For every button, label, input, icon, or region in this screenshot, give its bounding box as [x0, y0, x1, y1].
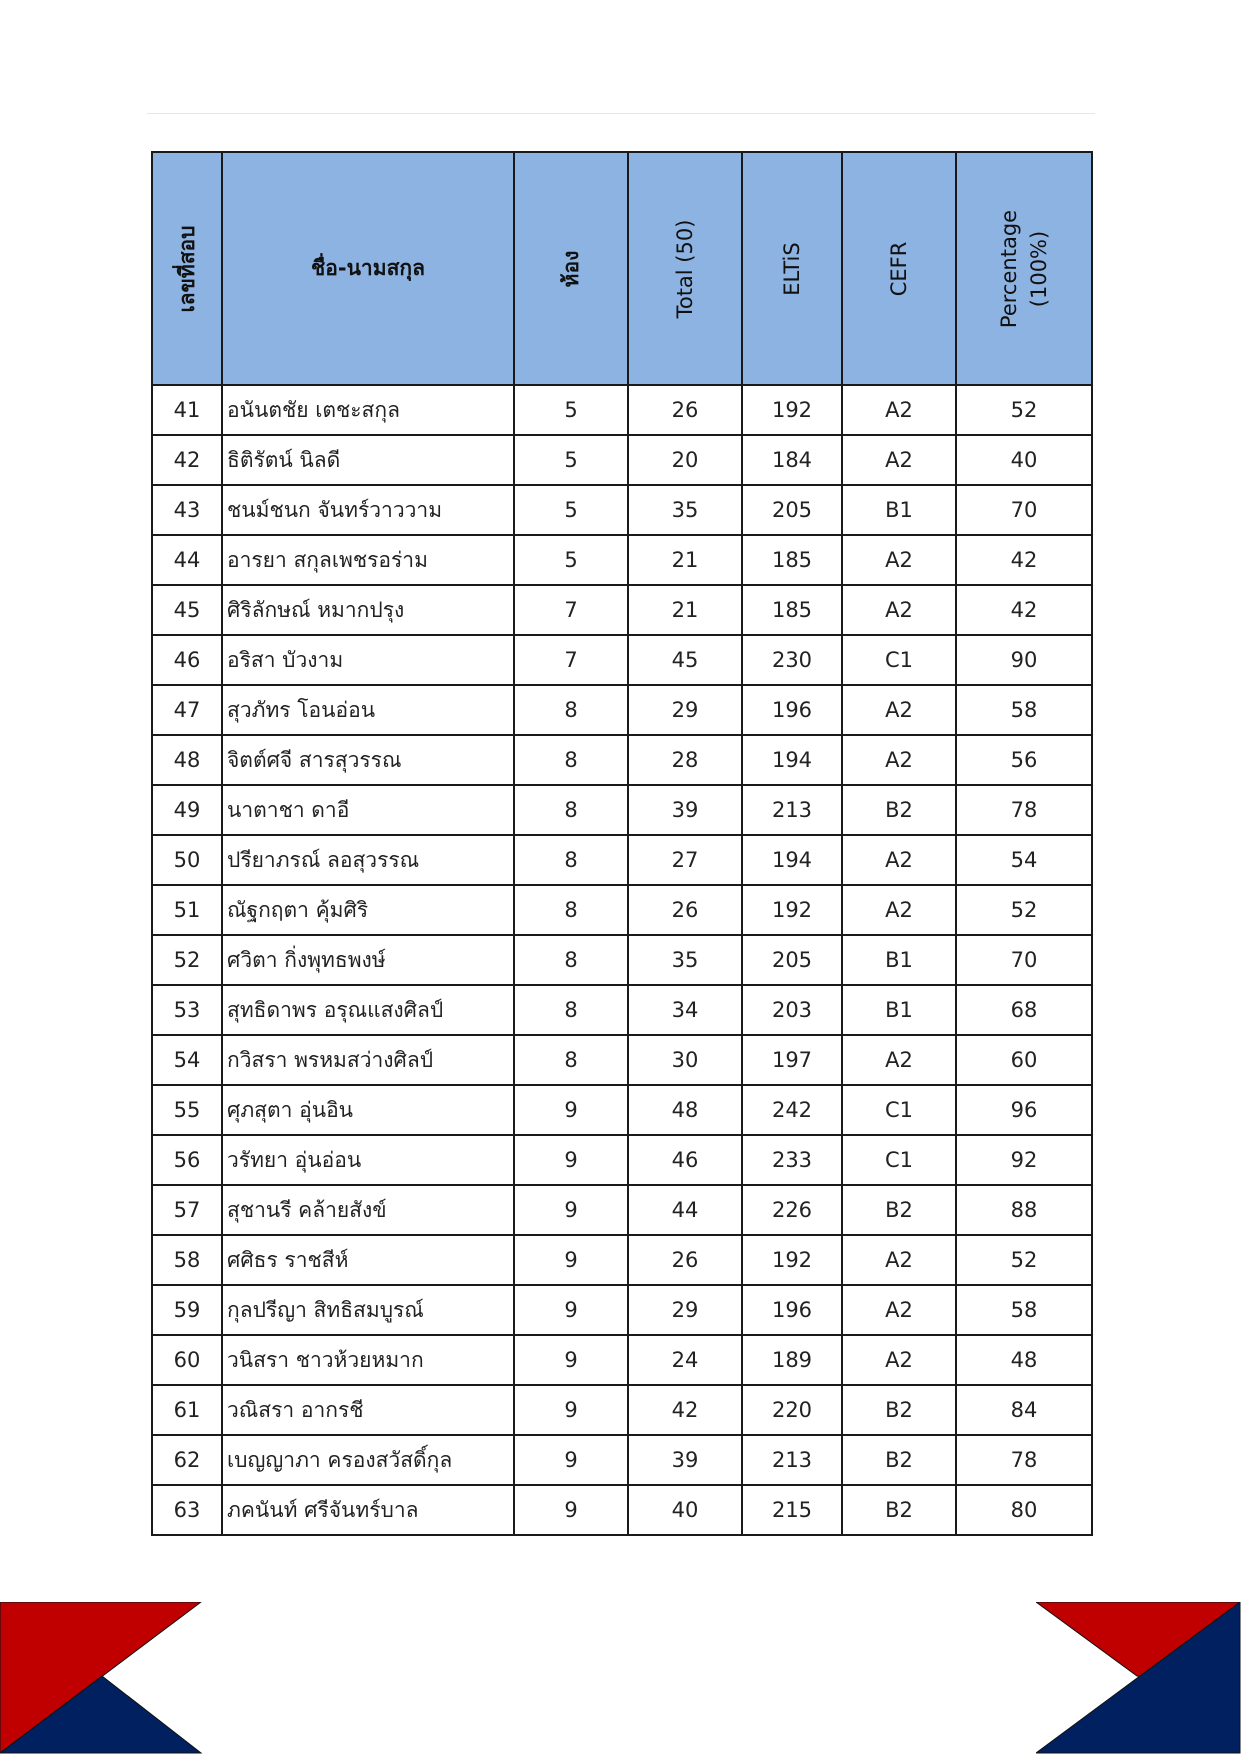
cell-percentage: 52 — [956, 1235, 1092, 1285]
cell-name: ชนม์ชนก จันทร์วาววาม — [222, 485, 514, 535]
cell-percentage: 48 — [956, 1335, 1092, 1385]
table-row — [152, 435, 1092, 485]
cell-cefr: A2 — [842, 435, 956, 485]
table-row — [152, 1435, 1092, 1485]
cell-name: กุลปรีญา สิทธิสมบูรณ์ — [222, 1285, 514, 1335]
cell-cefr: B1 — [842, 985, 956, 1035]
cell-percentage: 58 — [956, 1285, 1092, 1335]
table-row — [152, 1485, 1092, 1535]
cell-percentage: 70 — [956, 935, 1092, 985]
cell-room: 9 — [514, 1135, 628, 1185]
table-row — [152, 635, 1092, 685]
cell-percentage: 96 — [956, 1085, 1092, 1135]
cell-id: 61 — [152, 1385, 222, 1435]
table-row — [152, 985, 1092, 1035]
cell-total: 26 — [628, 385, 742, 435]
cell-room: 5 — [514, 435, 628, 485]
cell-name: ธิติรัตน์ นิลดี — [222, 435, 514, 485]
corner-decoration-left — [0, 1602, 202, 1754]
table-row — [152, 735, 1092, 785]
cell-percentage: 42 — [956, 585, 1092, 635]
top-rule — [147, 113, 1095, 114]
cell-percentage: 78 — [956, 1435, 1092, 1485]
cell-percentage: 42 — [956, 535, 1092, 585]
score-rows — [152, 385, 1092, 1535]
cell-cefr: A2 — [842, 385, 956, 435]
cell-id: 50 — [152, 835, 222, 885]
cell-percentage: 52 — [956, 885, 1092, 935]
cell-total: 45 — [628, 635, 742, 685]
cell-eltis: 230 — [742, 635, 842, 685]
cell-name: เบญญาภา ครองสวัสดิ์กุล — [222, 1435, 514, 1485]
cell-name: ศุภสุตา อุ่นอิน — [222, 1085, 514, 1135]
cell-room: 5 — [514, 385, 628, 435]
cell-total: 28 — [628, 735, 742, 785]
cell-room: 9 — [514, 1335, 628, 1385]
header-total-label: Total (50) — [673, 219, 697, 318]
cell-eltis: 233 — [742, 1135, 842, 1185]
table-row — [152, 1135, 1092, 1185]
header-room — [514, 152, 628, 385]
cell-room: 8 — [514, 1035, 628, 1085]
cell-eltis: 192 — [742, 1235, 842, 1285]
table-row — [152, 1185, 1092, 1235]
cell-id: 55 — [152, 1085, 222, 1135]
cell-cefr: A2 — [842, 835, 956, 885]
cell-room: 9 — [514, 1085, 628, 1135]
cell-id: 46 — [152, 635, 222, 685]
cell-total: 21 — [628, 585, 742, 635]
cell-name: ศวิตา กิ่งพุทธพงษ์ — [222, 935, 514, 985]
cell-eltis: 215 — [742, 1485, 842, 1535]
cell-total: 34 — [628, 985, 742, 1035]
cell-name: ปรียาภรณ์ ลอสุวรรณ — [222, 835, 514, 885]
cell-id: 56 — [152, 1135, 222, 1185]
cell-eltis: 205 — [742, 935, 842, 985]
cell-id: 62 — [152, 1435, 222, 1485]
cell-eltis: 192 — [742, 885, 842, 935]
cell-eltis: 203 — [742, 985, 842, 1035]
cell-id: 42 — [152, 435, 222, 485]
cell-total: 29 — [628, 1285, 742, 1335]
cell-name: นาตาชา ดาอี — [222, 785, 514, 835]
cell-total: 29 — [628, 685, 742, 735]
cell-cefr: A2 — [842, 1285, 956, 1335]
table-row — [152, 885, 1092, 935]
cell-percentage: 56 — [956, 735, 1092, 785]
table-row — [152, 1385, 1092, 1435]
table-row — [152, 785, 1092, 835]
cell-room: 9 — [514, 1235, 628, 1285]
header-cefr-label: CEFR — [887, 241, 911, 296]
cell-room: 8 — [514, 985, 628, 1035]
cell-cefr: A2 — [842, 535, 956, 585]
cell-name: ศศิธร ราชสีห์ — [222, 1235, 514, 1285]
cell-room: 8 — [514, 685, 628, 735]
cell-id: 58 — [152, 1235, 222, 1285]
cell-cefr: A2 — [842, 585, 956, 635]
cell-total: 20 — [628, 435, 742, 485]
table-row — [152, 535, 1092, 585]
cell-name: สุทธิดาพร อรุณแสงศิลป์ — [222, 985, 514, 1035]
cell-total: 24 — [628, 1335, 742, 1385]
cell-id: 45 — [152, 585, 222, 635]
cell-total: 35 — [628, 935, 742, 985]
header-percentage — [956, 152, 1092, 385]
cell-name: กวิสรา พรหมสว่างศิลป์ — [222, 1035, 514, 1085]
table-row — [152, 485, 1092, 535]
cell-percentage: 54 — [956, 835, 1092, 885]
cell-percentage: 60 — [956, 1035, 1092, 1085]
cell-total: 26 — [628, 1235, 742, 1285]
cell-cefr: C1 — [842, 635, 956, 685]
cell-total: 21 — [628, 535, 742, 585]
header-name-label: ชื่อ-นามสกุล — [311, 256, 425, 280]
cell-id: 44 — [152, 535, 222, 585]
cell-eltis: 189 — [742, 1335, 842, 1385]
cell-room: 9 — [514, 1285, 628, 1335]
header-cefr — [842, 152, 956, 385]
cell-name: สุชานรี คล้ายสังข์ — [222, 1185, 514, 1235]
cell-total: 27 — [628, 835, 742, 885]
table-row — [152, 1335, 1092, 1385]
table-row — [152, 1235, 1092, 1285]
table-row — [152, 1085, 1092, 1135]
cell-name: ณัฐกฤตา คุ้มศิริ — [222, 885, 514, 935]
header-percentage-line1: Percentage — [997, 209, 1021, 328]
cell-room: 8 — [514, 935, 628, 985]
cell-total: 44 — [628, 1185, 742, 1235]
cell-name: ศิริลักษณ์ หมากปรุง — [222, 585, 514, 635]
table-row — [152, 585, 1092, 635]
cell-eltis: 220 — [742, 1385, 842, 1435]
cell-cefr: B2 — [842, 1435, 956, 1485]
header-eltis-label: ELTiS — [780, 241, 804, 296]
cell-percentage: 70 — [956, 485, 1092, 535]
cell-name: อารยา สกุลเพชรอร่าม — [222, 535, 514, 585]
cell-name: อนันตชัย เตชะสกุล — [222, 385, 514, 435]
cell-room: 7 — [514, 585, 628, 635]
cell-room: 8 — [514, 885, 628, 935]
cell-eltis: 205 — [742, 485, 842, 535]
cell-id: 59 — [152, 1285, 222, 1335]
cell-eltis: 213 — [742, 785, 842, 835]
cell-name: วนิสรา ชาวห้วยหมาก — [222, 1335, 514, 1385]
cell-room: 9 — [514, 1435, 628, 1485]
cell-percentage: 68 — [956, 985, 1092, 1035]
cell-total: 39 — [628, 1435, 742, 1485]
cell-cefr: B2 — [842, 785, 956, 835]
cell-room: 9 — [514, 1485, 628, 1535]
table-row — [152, 685, 1092, 735]
cell-eltis: 196 — [742, 685, 842, 735]
header-room-label: ห้อง — [559, 250, 583, 287]
cell-cefr: B2 — [842, 1185, 956, 1235]
cell-total: 48 — [628, 1085, 742, 1135]
header-row — [152, 152, 1092, 385]
table-row — [152, 1035, 1092, 1085]
cell-id: 57 — [152, 1185, 222, 1235]
corner-decoration-right — [1036, 1602, 1241, 1754]
cell-cefr: B1 — [842, 485, 956, 535]
table-row — [152, 935, 1092, 985]
cell-percentage: 40 — [956, 435, 1092, 485]
cell-room: 7 — [514, 635, 628, 685]
cell-cefr: A2 — [842, 1235, 956, 1285]
cell-cefr: A2 — [842, 885, 956, 935]
header-eltis — [742, 152, 842, 385]
cell-name: อริสา บัวงาม — [222, 635, 514, 685]
score-table — [151, 151, 1093, 1536]
cell-total: 42 — [628, 1385, 742, 1435]
cell-room: 8 — [514, 785, 628, 835]
cell-name: จิตต์ศจี สารสุวรรณ — [222, 735, 514, 785]
cell-total: 46 — [628, 1135, 742, 1185]
cell-percentage: 92 — [956, 1135, 1092, 1185]
header-name — [222, 152, 514, 385]
cell-id: 48 — [152, 735, 222, 785]
cell-percentage: 90 — [956, 635, 1092, 685]
cell-eltis: 194 — [742, 835, 842, 885]
cell-eltis: 226 — [742, 1185, 842, 1235]
cell-percentage: 78 — [956, 785, 1092, 835]
cell-total: 39 — [628, 785, 742, 835]
cell-room: 8 — [514, 735, 628, 785]
cell-name: ภคนันท์ ศรีจันทร์บาล — [222, 1485, 514, 1535]
cell-id: 52 — [152, 935, 222, 985]
cell-cefr: A2 — [842, 685, 956, 735]
cell-id: 51 — [152, 885, 222, 935]
cell-percentage: 52 — [956, 385, 1092, 435]
cell-id: 53 — [152, 985, 222, 1035]
cell-cefr: C1 — [842, 1085, 956, 1135]
cell-eltis: 185 — [742, 585, 842, 635]
cell-cefr: A2 — [842, 735, 956, 785]
cell-id: 63 — [152, 1485, 222, 1535]
cell-room: 5 — [514, 535, 628, 585]
cell-percentage: 80 — [956, 1485, 1092, 1535]
cell-eltis: 213 — [742, 1435, 842, 1485]
cell-eltis: 197 — [742, 1035, 842, 1085]
cell-cefr: C1 — [842, 1135, 956, 1185]
cell-id: 41 — [152, 385, 222, 435]
cell-id: 60 — [152, 1335, 222, 1385]
cell-room: 8 — [514, 835, 628, 885]
cell-name: วณิสรา อากรชี — [222, 1385, 514, 1435]
table-row — [152, 1285, 1092, 1335]
cell-name: วรัทยา อุ่นอ่อน — [222, 1135, 514, 1185]
cell-eltis: 242 — [742, 1085, 842, 1135]
header-total — [628, 152, 742, 385]
cell-id: 47 — [152, 685, 222, 735]
cell-cefr: B2 — [842, 1485, 956, 1535]
cell-cefr: A2 — [842, 1035, 956, 1085]
cell-cefr: B2 — [842, 1385, 956, 1435]
cell-total: 40 — [628, 1485, 742, 1535]
header-id-label: เลขที่สอบ — [175, 224, 199, 313]
cell-room: 9 — [514, 1185, 628, 1235]
cell-percentage: 84 — [956, 1385, 1092, 1435]
cell-room: 9 — [514, 1385, 628, 1435]
cell-total: 35 — [628, 485, 742, 535]
header-id — [152, 152, 222, 385]
cell-id: 43 — [152, 485, 222, 535]
cell-eltis: 196 — [742, 1285, 842, 1335]
cell-cefr: B1 — [842, 935, 956, 985]
cell-id: 54 — [152, 1035, 222, 1085]
cell-eltis: 192 — [742, 385, 842, 435]
cell-name: สุวภัทร โอนอ่อน — [222, 685, 514, 735]
cell-total: 30 — [628, 1035, 742, 1085]
cell-room: 5 — [514, 485, 628, 535]
header-percentage-label — [994, 209, 1054, 327]
table-row — [152, 835, 1092, 885]
cell-eltis: 185 — [742, 535, 842, 585]
table-row — [152, 385, 1092, 435]
cell-eltis: 194 — [742, 735, 842, 785]
cell-cefr: A2 — [842, 1335, 956, 1385]
cell-eltis: 184 — [742, 435, 842, 485]
cell-id: 49 — [152, 785, 222, 835]
cell-percentage: 58 — [956, 685, 1092, 735]
cell-percentage: 88 — [956, 1185, 1092, 1235]
header-percentage-line2: (100%) — [1027, 230, 1051, 307]
cell-total: 26 — [628, 885, 742, 935]
